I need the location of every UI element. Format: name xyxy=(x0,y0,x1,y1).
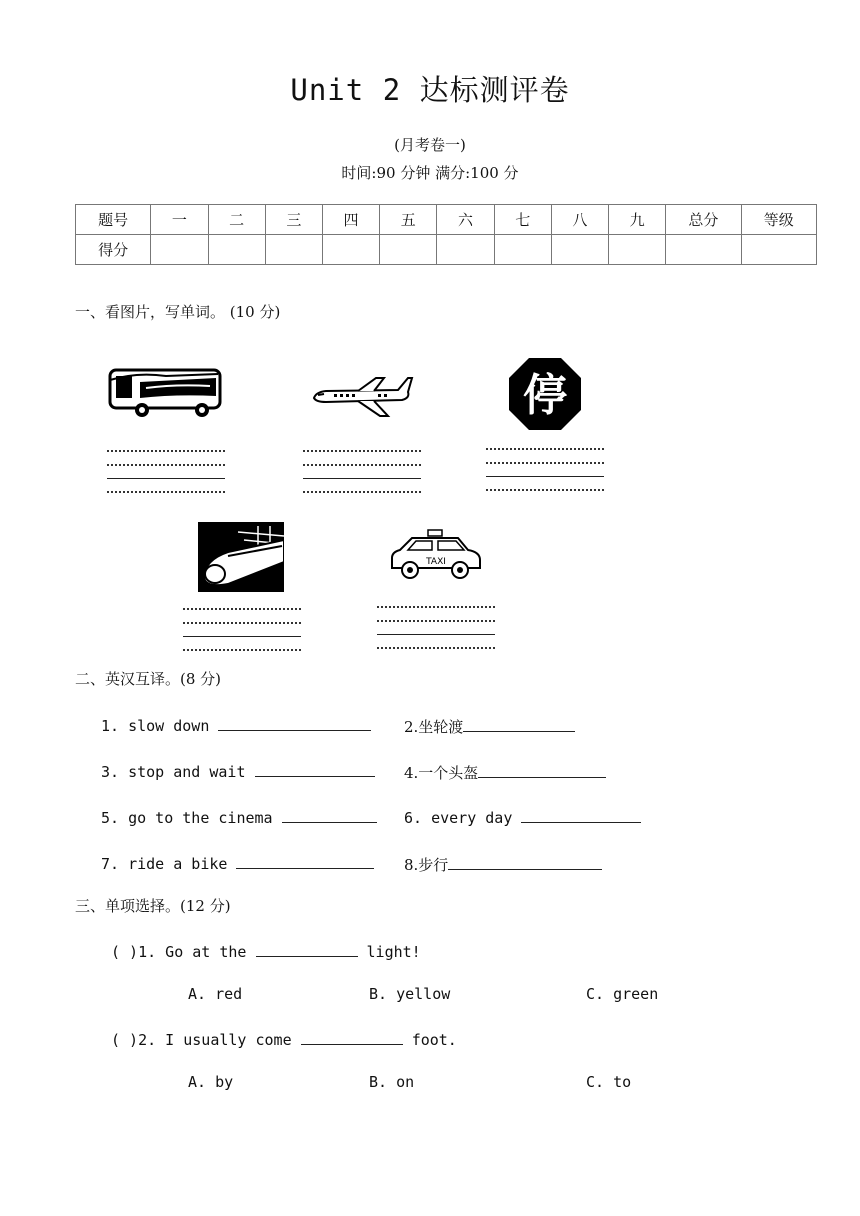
train-icon xyxy=(198,522,284,592)
option-c[interactable]: C. to xyxy=(586,1073,632,1091)
score-input-cell[interactable] xyxy=(609,235,666,265)
translation-item: 5. go to the cinema xyxy=(101,808,377,827)
score-input-cell[interactable] xyxy=(666,235,741,265)
score-input-cell[interactable] xyxy=(322,235,379,265)
question-2: ( )2. I usually come foot. xyxy=(111,1031,457,1049)
option-b[interactable]: B. on xyxy=(369,1073,415,1091)
writing-lines[interactable] xyxy=(107,450,225,505)
answer-blank[interactable] xyxy=(478,763,606,778)
score-table-header-row xyxy=(76,205,817,235)
score-input-cell[interactable] xyxy=(265,235,322,265)
score-input-cell[interactable] xyxy=(208,235,265,265)
translation-item: 4.一个头盔 xyxy=(404,762,606,783)
section3-heading: 三、单项选择。(12 分) xyxy=(75,897,231,915)
translation-item: 8.步行 xyxy=(404,854,602,875)
answer-blank[interactable] xyxy=(282,808,377,823)
score-input-cell[interactable] xyxy=(551,235,608,265)
answer-paren[interactable]: ( ) xyxy=(111,943,139,961)
question-1: ( )1. Go at the light! xyxy=(111,943,421,961)
answer-blank[interactable] xyxy=(218,716,371,731)
table-cell: 得分 xyxy=(76,235,151,265)
table-cell: 总分 xyxy=(666,205,741,235)
option-a[interactable]: A. by xyxy=(188,1073,234,1091)
table-cell: 七 xyxy=(494,205,551,235)
translation-item: 1. slow down xyxy=(101,716,371,735)
table-cell: 八 xyxy=(551,205,608,235)
time-info: 时间:90 分钟 满分:100 分 xyxy=(341,164,519,182)
writing-lines[interactable] xyxy=(183,608,301,663)
score-input-cell[interactable] xyxy=(741,235,816,265)
section1-heading: 一、看图片，写单词。 (10 分) xyxy=(75,303,281,321)
answer-blank[interactable] xyxy=(301,1030,403,1045)
plane-icon xyxy=(310,374,414,418)
score-table xyxy=(75,204,817,265)
answer-blank[interactable] xyxy=(256,942,358,957)
score-input-cell[interactable] xyxy=(380,235,437,265)
stop-sign-char: 停 xyxy=(523,370,567,421)
table-cell: 二 xyxy=(208,205,265,235)
answer-blank[interactable] xyxy=(448,855,602,870)
table-cell: 一 xyxy=(151,205,208,235)
translation-item: 3. stop and wait xyxy=(101,762,375,781)
score-table-score-row xyxy=(76,235,817,265)
taxi-label: TAXI xyxy=(426,557,446,567)
writing-lines[interactable] xyxy=(486,448,604,503)
writing-lines[interactable] xyxy=(303,450,421,505)
translation-item: 2.坐轮渡 xyxy=(404,716,575,737)
writing-lines[interactable] xyxy=(377,606,495,661)
answer-blank[interactable] xyxy=(463,717,575,732)
answer-blank[interactable] xyxy=(255,762,375,777)
score-input-cell[interactable] xyxy=(437,235,494,265)
translation-item: 6. every day xyxy=(404,808,641,827)
score-input-cell[interactable] xyxy=(151,235,208,265)
table-cell: 四 xyxy=(322,205,379,235)
answer-paren[interactable]: ( ) xyxy=(111,1031,139,1049)
answer-blank[interactable] xyxy=(236,854,374,869)
table-cell: 九 xyxy=(609,205,666,235)
table-cell: 三 xyxy=(265,205,322,235)
subtitle: (月考卷一) xyxy=(394,136,466,154)
section2-heading: 二、英汉互译。(8 分) xyxy=(75,670,222,688)
table-cell: 五 xyxy=(380,205,437,235)
option-c[interactable]: C. green xyxy=(586,985,659,1003)
page-title: Unit 2 达标测评卷 xyxy=(290,73,570,107)
score-input-cell[interactable] xyxy=(494,235,551,265)
table-cell: 等级 xyxy=(741,205,816,235)
option-a[interactable]: A. red xyxy=(188,985,243,1003)
bus-icon xyxy=(106,366,224,420)
table-cell: 六 xyxy=(437,205,494,235)
translation-item: 7. ride a bike xyxy=(101,854,374,873)
option-b[interactable]: B. yellow xyxy=(369,985,451,1003)
stop-sign-icon xyxy=(507,356,583,432)
taxi-icon xyxy=(388,528,484,582)
answer-blank[interactable] xyxy=(521,808,641,823)
table-cell: 题号 xyxy=(76,205,151,235)
